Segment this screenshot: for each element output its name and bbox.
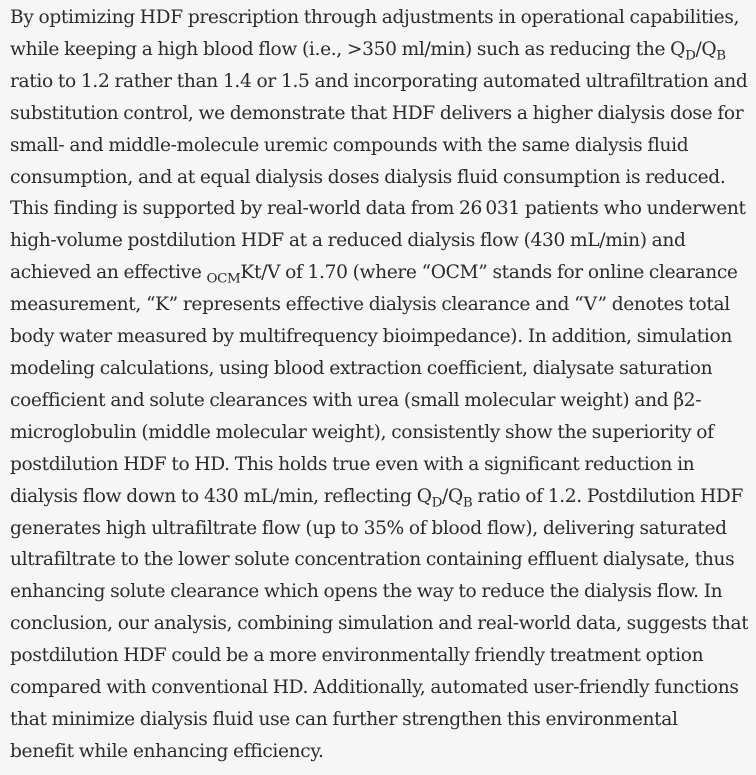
text-segment: This finding is supported by real-world data from 26 031 patients who underwent	[10, 198, 746, 220]
subscript-text: B	[462, 495, 473, 511]
text-line	[10, 417, 748, 449]
text-line	[10, 321, 748, 353]
text-line	[10, 162, 748, 194]
text-segment: dialysis flow down to 430 mL/min, reflecting Q	[10, 485, 432, 507]
text-segment: benefit while enhancing efficiency.	[10, 740, 324, 762]
text-line	[10, 640, 748, 672]
text-segment: ratio to 1.2 rather than 1.4 or 1.5 and incorporating automated ultrafiltration and	[10, 70, 748, 92]
text-segment: ultrafiltrate to the lower solute concentration containing effluent dialysate, thus	[10, 549, 735, 571]
text-segment: coefficient and solute clearances with urea (small molecular weight) and β2-	[10, 389, 702, 411]
text-line	[10, 449, 748, 481]
text-line	[10, 2, 748, 34]
text-line	[10, 736, 748, 768]
text-line	[10, 353, 748, 385]
text-segment: while keeping a high blood flow (i.e., >350 ml/min) such as reducing the Q	[10, 38, 686, 60]
text-segment: that minimize dialysis fluid use can further strengthen this environmental	[10, 708, 678, 730]
text-segment: consumption, and at equal dialysis doses dialysis fluid consumption is reduced.	[10, 166, 726, 188]
text-segment: ratio of 1.2. Postdilution HDF	[472, 485, 744, 507]
text-segment: /Q	[695, 38, 717, 60]
text-line	[10, 130, 748, 162]
text-line	[10, 193, 748, 225]
text-line	[10, 544, 748, 576]
text-line	[10, 289, 748, 321]
text-line	[10, 34, 748, 66]
text-line	[10, 608, 748, 640]
text-segment: modeling calculations, using blood extraction coefficient, dialysate saturation	[10, 357, 713, 379]
text-line	[10, 257, 748, 289]
subscript-text: B	[716, 48, 726, 64]
subscript-text: D	[685, 48, 696, 64]
text-segment: postdilution HDF could be a more environmentally friendly treatment option	[10, 645, 704, 667]
text-segment: small- and middle-molecule uremic compounds with the same dialysis fluid	[10, 134, 689, 156]
text-segment: substitution control, we demonstrate that HDF delivers a higher dialysis dose for	[10, 102, 744, 124]
text-line	[10, 704, 748, 736]
text-segment: compared with conventional HD. Additionally, automated user-friendly functions	[10, 677, 739, 699]
text-line	[10, 225, 748, 257]
text-line	[10, 98, 748, 130]
text-segment: conclusion, our analysis, combining simulation and real-world data, suggests that	[10, 613, 748, 635]
text-segment: By optimizing HDF prescription through adjustments in operational capabilities,	[10, 7, 740, 28]
text-segment: measurement, “K” represents effective dialysis clearance and “V” denotes total	[10, 294, 730, 316]
text-line	[10, 385, 748, 417]
text-segment: enhancing solute clearance which opens the way to reduce the dialysis flow. In	[10, 581, 723, 603]
subscript-text: D	[431, 495, 443, 511]
text-segment: postdilution HDF to HD. This holds true even with a significant reduction in	[10, 453, 695, 475]
text-segment: achieved an effective	[10, 262, 207, 284]
text-segment: microglobulin (middle molecular weight), consistently show the superiority of	[10, 421, 714, 443]
text-line	[10, 66, 748, 98]
text-segment: Kt/V of 1.70 (where “OCM” stands for online clearance	[240, 262, 738, 284]
text-segment: body water measured by multifrequency bioimpedance). In addition, simulation	[10, 326, 732, 348]
text-segment: /Q	[442, 485, 463, 507]
text-segment: high-volume postdilution HDF at a reduced dialysis flow (430 mL/min) and	[10, 230, 686, 252]
text-segment: generates high ultrafiltrate flow (up to 35% of blood flow), delivering saturated	[10, 517, 727, 539]
text-line	[10, 672, 748, 704]
text-line	[10, 481, 748, 513]
text-line	[10, 513, 748, 545]
text-line	[10, 576, 748, 608]
subscript-text: OCM	[206, 271, 241, 287]
